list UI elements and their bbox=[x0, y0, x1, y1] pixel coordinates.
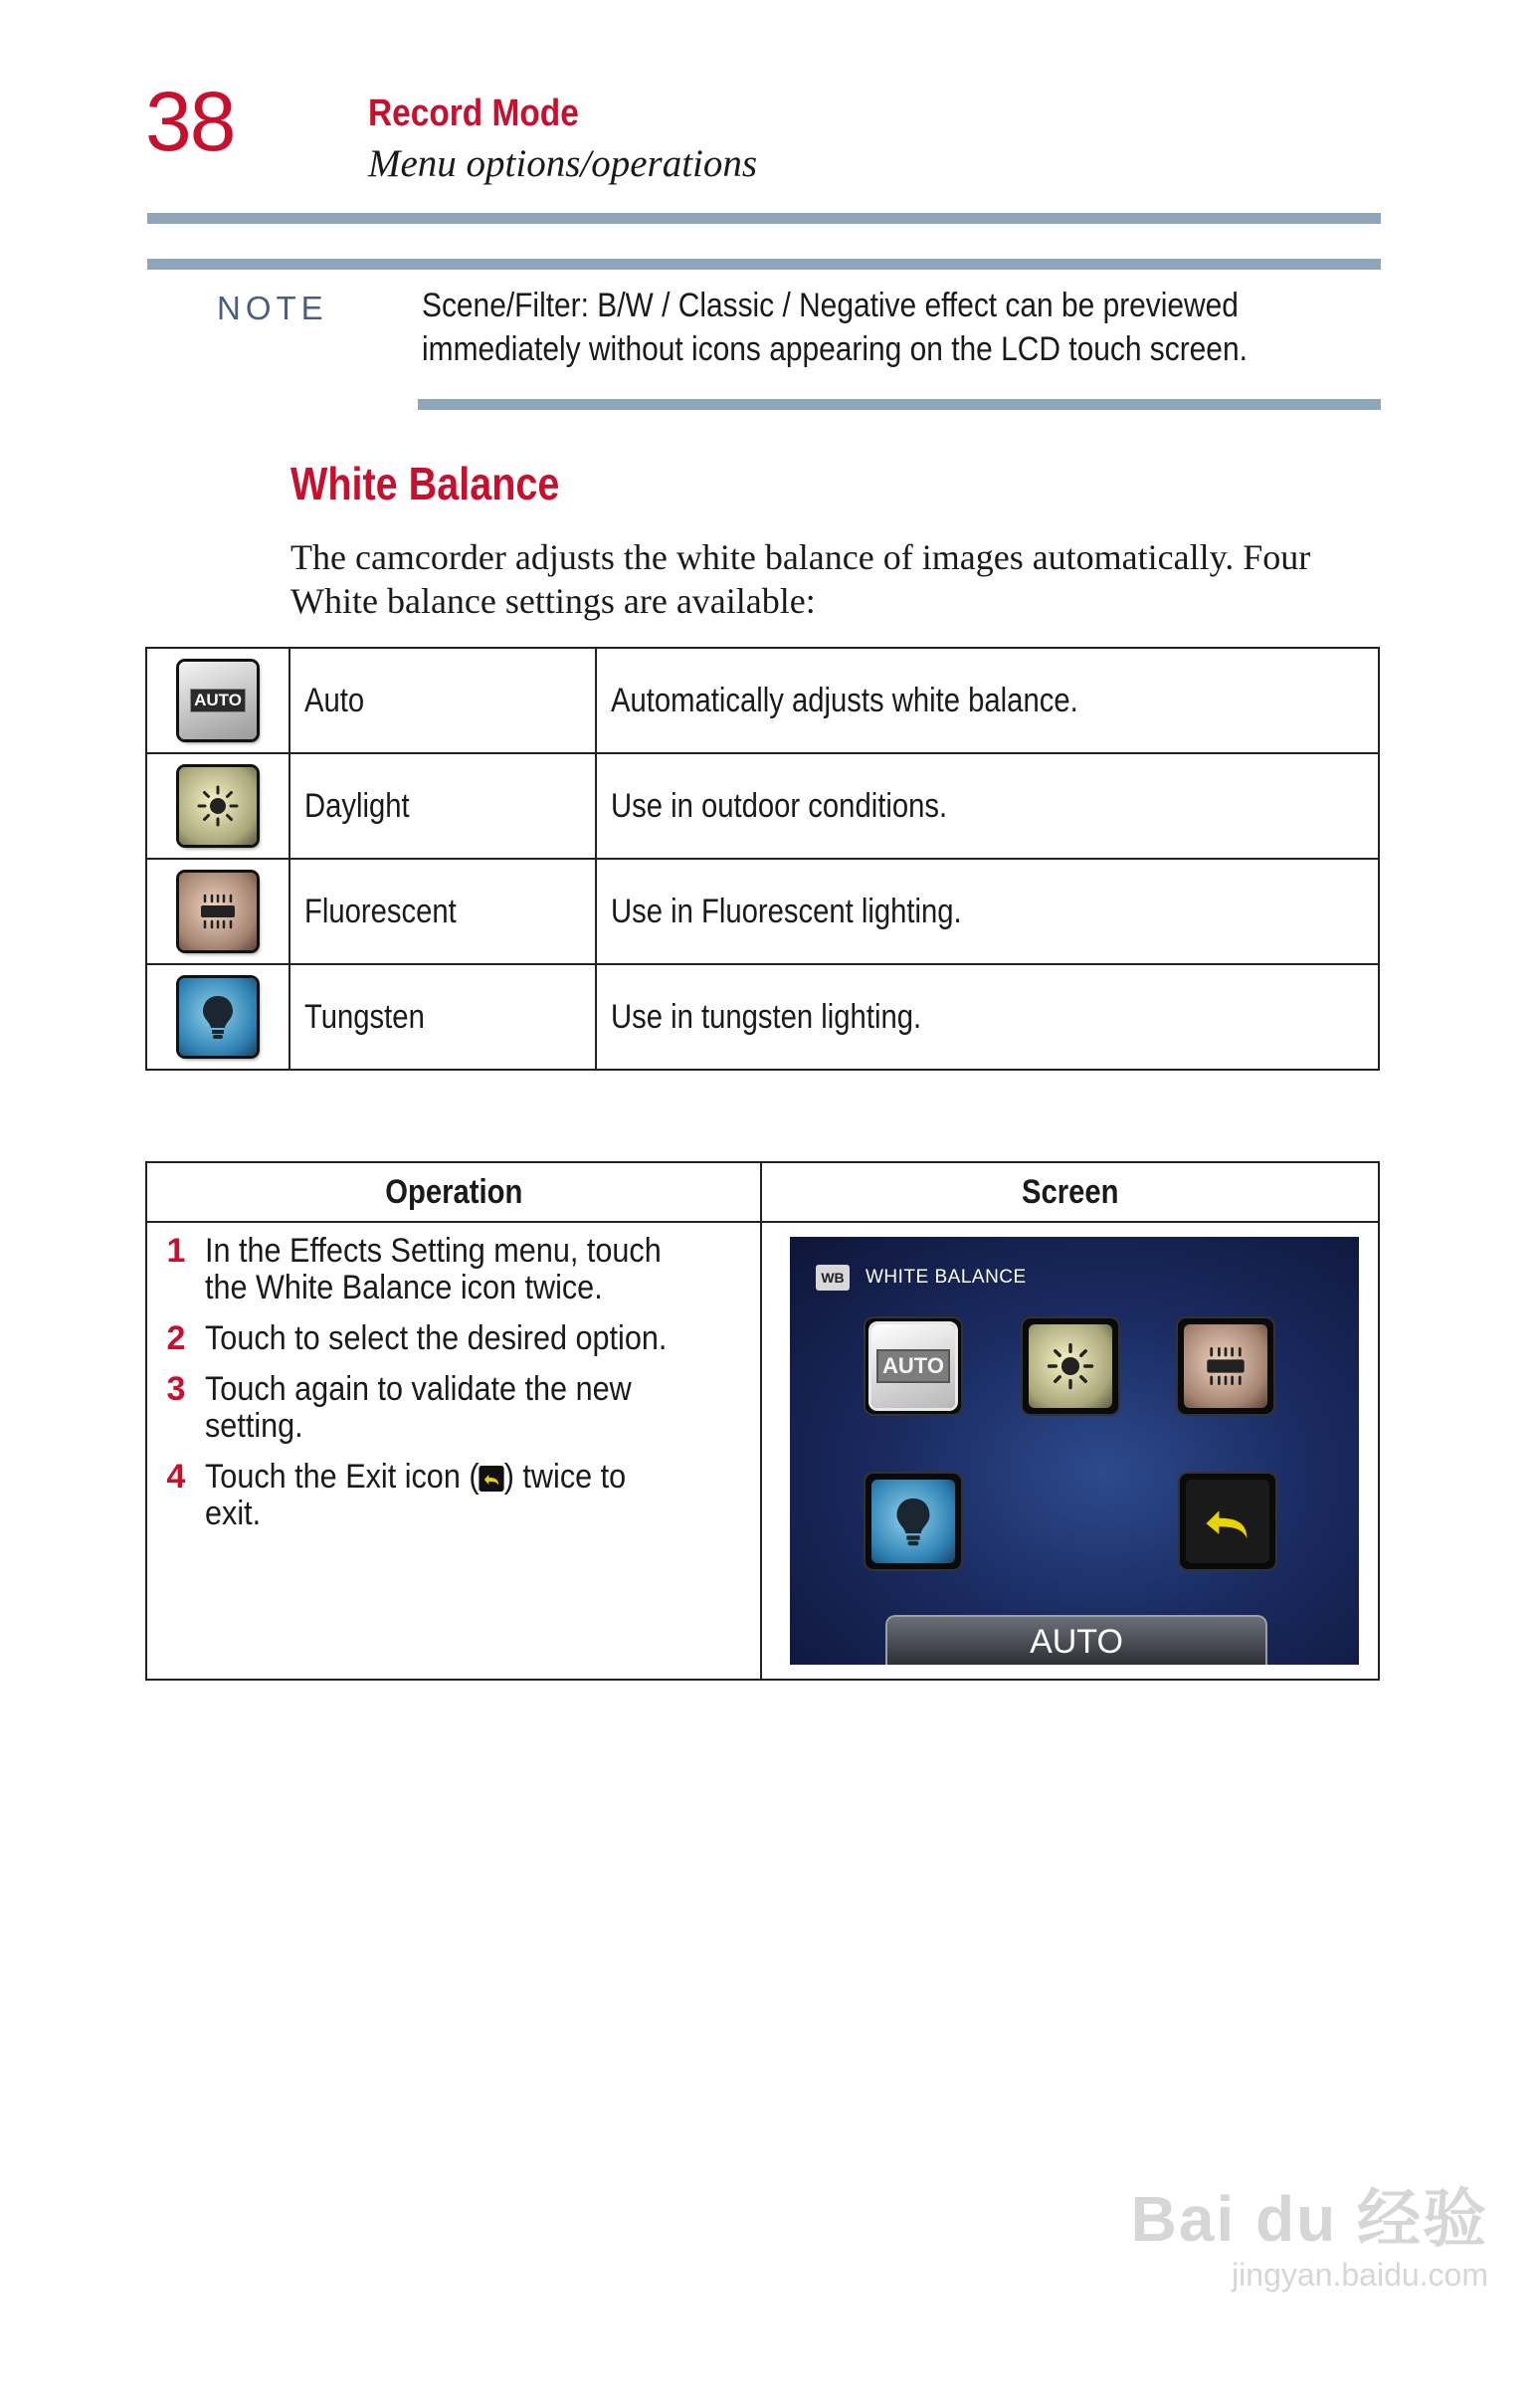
note-bottom-rule bbox=[418, 399, 1381, 410]
note-top-rule bbox=[147, 259, 1381, 270]
header-rule bbox=[147, 213, 1381, 224]
lcd-exit-button[interactable] bbox=[1180, 1474, 1275, 1569]
auto-icon-text: AUTO bbox=[190, 689, 246, 712]
step-text-before: Touch the Exit icon ( bbox=[205, 1458, 480, 1496]
table-row bbox=[146, 753, 1379, 859]
steps-list bbox=[147, 1223, 760, 1532]
fluorescent-icon bbox=[1198, 1344, 1253, 1388]
wb-badge-icon: WB bbox=[816, 1265, 850, 1291]
step-text: In the Effects Setting menu, touch the White Balance icon twice. bbox=[205, 1232, 662, 1306]
setting-description: Use in Fluorescent lighting. bbox=[611, 892, 962, 930]
table-row bbox=[146, 964, 1379, 1070]
table-row bbox=[146, 648, 1379, 753]
step-text: Touch again to validate the new setting. bbox=[205, 1370, 632, 1445]
operation-table bbox=[145, 1161, 1380, 1681]
operation-header-row bbox=[146, 1162, 1379, 1222]
lcd-auto-button[interactable] bbox=[866, 1318, 961, 1414]
list-item bbox=[147, 1233, 760, 1306]
note-text: Scene/Filter: B/W / Classic / Negative effect can be previewed immediately without icons appearing on the LCD touch screen. bbox=[422, 287, 1248, 368]
note-label: NOTE bbox=[217, 290, 328, 326]
lcd-current-setting-label: AUTO bbox=[885, 1615, 1267, 1665]
setting-description: Use in outdoor conditions. bbox=[611, 786, 948, 825]
step-text: Touch to select the desired option. bbox=[205, 1319, 668, 1357]
operation-body-row bbox=[146, 1222, 1379, 1680]
tungsten-icon bbox=[891, 1494, 935, 1549]
daylight-icon bbox=[179, 767, 257, 845]
lcd-title: WHITE BALANCE bbox=[866, 1267, 1027, 1288]
exit-icon bbox=[480, 1466, 504, 1492]
lcd-fluorescent-button[interactable] bbox=[1178, 1318, 1273, 1414]
watermark-url: jingyan.baidu.com bbox=[1232, 2257, 1488, 2293]
setting-name: Tungsten bbox=[304, 997, 425, 1036]
operation-header: Operation bbox=[384, 1172, 523, 1211]
setting-name: Auto bbox=[304, 681, 365, 719]
list-item bbox=[147, 1371, 760, 1445]
step-number: 4 bbox=[166, 1458, 186, 1496]
lcd-auto-button-text: AUTO bbox=[876, 1349, 950, 1383]
list-item bbox=[147, 1320, 760, 1357]
setting-name: Fluorescent bbox=[304, 892, 457, 930]
step-number: 1 bbox=[166, 1232, 186, 1270]
lcd-daylight-button[interactable] bbox=[1023, 1318, 1118, 1414]
section-title: Menu options/operations bbox=[368, 142, 758, 185]
tungsten-icon bbox=[179, 978, 257, 1056]
fluorescent-icon bbox=[179, 873, 257, 950]
lcd-screen-mockup bbox=[790, 1237, 1359, 1665]
lcd-tungsten-button[interactable] bbox=[866, 1474, 961, 1569]
step-number: 2 bbox=[166, 1319, 186, 1357]
step-text-after: ) twice to exit. bbox=[205, 1458, 627, 1532]
white-balance-settings-table bbox=[145, 647, 1380, 1071]
setting-description: Use in tungsten lighting. bbox=[611, 997, 922, 1036]
auto-icon bbox=[179, 662, 257, 739]
screen-header: Screen bbox=[1021, 1172, 1119, 1211]
step-number: 3 bbox=[166, 1370, 186, 1408]
setting-description: Automatically adjusts white balance. bbox=[611, 681, 1078, 719]
page-number: 38 bbox=[145, 75, 235, 168]
daylight-icon bbox=[1045, 1340, 1096, 1392]
list-item bbox=[147, 1459, 760, 1532]
table-row bbox=[146, 859, 1379, 964]
baidu-watermark bbox=[1130, 2183, 1488, 2293]
white-balance-intro: The camcorder adjusts the white balance of images automatically. Four White balance settings are available: bbox=[290, 537, 1311, 621]
chapter-title: Record Mode bbox=[368, 93, 579, 134]
watermark-logo: Bai du 经验 bbox=[1130, 2183, 1488, 2255]
setting-name: Daylight bbox=[304, 786, 410, 825]
white-balance-heading: White Balance bbox=[290, 458, 560, 509]
exit-icon bbox=[1196, 1494, 1259, 1549]
